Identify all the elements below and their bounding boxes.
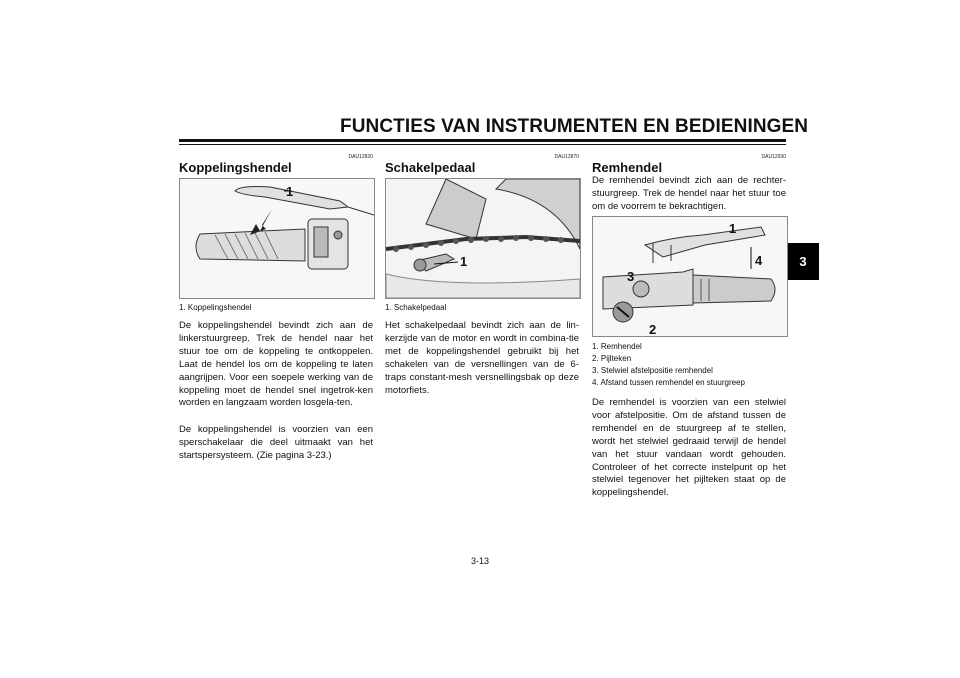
section-code-schakelpedaal: DAU12870 (554, 154, 579, 160)
caption-list-remhendel (592, 341, 745, 389)
figure-brake-lever (592, 216, 788, 337)
caption-afstand: 4. Afstand tussen remhendel en stuurgreep (592, 378, 745, 387)
intro-remhendel: De remhendel bevindt zich aan de rechter-stuurgreep. Trek de hendel naar het stuur toe om de voorrem te bekrachtigen. (592, 175, 786, 212)
brake-lever-callout-2: 2 (649, 322, 657, 336)
section-heading-remhendel: Remhendel (592, 160, 663, 175)
brake-lever-illustration (593, 217, 787, 336)
body-koppeling: De koppelingshendel bevindt zich aan de linkerstuurgreep. Trek de hendel naar het stuur toe om de koppeling te ontkoppelen. Laat de hendel los om de koppeling te laten aangrijpen. Voor een soepele werking van de koppeling moet de hendel snel ingetrok-ken worden en langzaam worden losgela-ten. (179, 320, 373, 409)
caption-koppeling: 1. Koppelingshendel (179, 303, 252, 312)
caption-pijlteken: 2. Pijlteken (592, 354, 632, 363)
caption-schakelpedaal: 1. Schakelpedaal (385, 303, 447, 312)
chapter-tab: 3 (787, 243, 819, 280)
shift-pedal-illustration (386, 179, 580, 298)
body-remhendel: De remhendel is voorzien van een stelwiel voor afstelpositie. Om de afstand tussen de remhendel en de stuurgreep af te stellen, wordt het stelwiel gedraaid terwijl de hendel van het stuur vandaan wordt gehouden. Controleer of het correcte instelpunt op het stelwiel tegenover het pijlteken staat op de koppelingshendel. (592, 397, 786, 499)
header-rule-thick (179, 139, 786, 142)
page-number: 3-13 (470, 556, 489, 566)
body-schakelpedaal: Het schakelpedaal bevindt zich aan de lin-kerzijde van de motor en wordt in combina-tie met de koppelingshendel gebruikt bij het schakelen van de versnellingen van de 6-traps constant-mesh versnellingsbak op deze motorfiets. (385, 320, 579, 396)
section-code-koppeling: DAU12820 (348, 154, 373, 160)
body-koppeling-sperschakelaar: De koppelingshendel is voorzien van een sperschakelaar die deel uitmaakt van het startspersysteem. (Zie pagina 3-23.) (179, 424, 373, 461)
section-heading-koppeling: Koppelingshendel (179, 160, 292, 175)
header-rule-thin (179, 144, 786, 145)
section-heading-schakelpedaal: Schakelpedaal (385, 160, 476, 175)
section-code-remhendel: DAU12930 (761, 154, 786, 160)
figure-shift-pedal (385, 178, 581, 299)
brake-lever-callout-4: 4 (755, 253, 763, 268)
clutch-lever-illustration (180, 179, 374, 298)
page-header-title: FUNCTIES VAN INSTRUMENTEN EN BEDIENINGEN (340, 116, 809, 137)
caption-remhendel: 1. Remhendel (592, 342, 642, 351)
brake-lever-callout-3: 3 (627, 269, 635, 284)
clutch-lever-callout: 1 (286, 184, 294, 199)
caption-stelwiel: 3. Stelwiel afstelpositie remhendel (592, 366, 713, 375)
figure-clutch-lever (179, 178, 375, 299)
brake-lever-callout-1: 1 (729, 221, 737, 236)
shift-pedal-callout: 1 (460, 254, 468, 269)
